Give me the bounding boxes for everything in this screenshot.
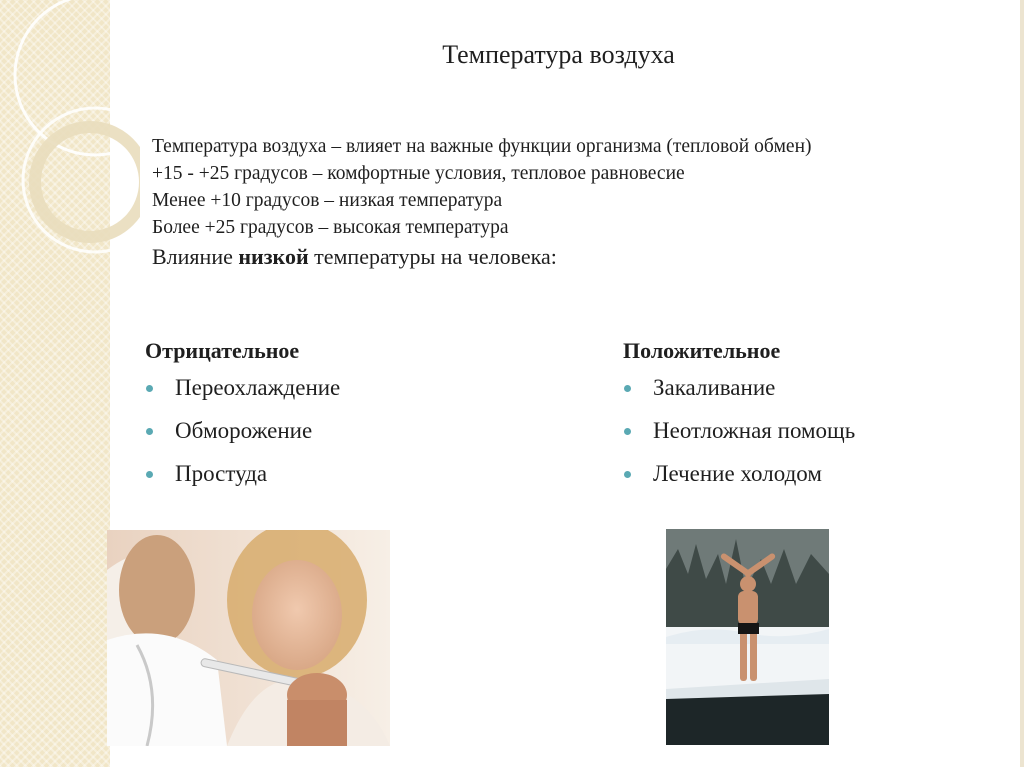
slide-title: Температура воздуха xyxy=(442,40,675,69)
body-line: +15 - +25 градусов – комфортные условия, тепловое равновесие xyxy=(152,163,685,184)
negative-heading: Отрицательное xyxy=(145,338,300,363)
bullet-icon xyxy=(146,385,153,392)
list-item: Простуда xyxy=(145,460,475,503)
lead-bold: низкой xyxy=(238,244,309,269)
positive-column xyxy=(623,338,953,503)
list-item: Обморожение xyxy=(145,417,475,460)
positive-heading: Положительное xyxy=(623,338,781,363)
body-line: Более +25 градусов – высокая температура xyxy=(152,217,509,238)
body-line: Менее +10 градусов – низкая температура xyxy=(152,190,503,211)
bullet-icon xyxy=(146,428,153,435)
body-line: Температура воздуха – влияет на важные функции организма (тепловой обмен) xyxy=(152,136,812,157)
slide-edge xyxy=(1020,0,1024,767)
list-item: Переохлаждение xyxy=(145,374,475,417)
bullet-icon xyxy=(146,471,153,478)
list-item: Лечение холодом xyxy=(623,460,953,503)
list-item: Неотложная помощь xyxy=(623,417,953,460)
list-item: Закаливание xyxy=(623,374,953,417)
body-text xyxy=(152,133,962,270)
thermometer-photo xyxy=(107,530,390,746)
lead-line: Влияние низкой температуры на человека: xyxy=(152,244,557,269)
negative-column xyxy=(145,338,475,503)
bullet-icon xyxy=(624,385,631,392)
bullet-icon xyxy=(624,471,631,478)
winter-swimmer-photo xyxy=(666,529,829,745)
bullet-icon xyxy=(624,428,631,435)
